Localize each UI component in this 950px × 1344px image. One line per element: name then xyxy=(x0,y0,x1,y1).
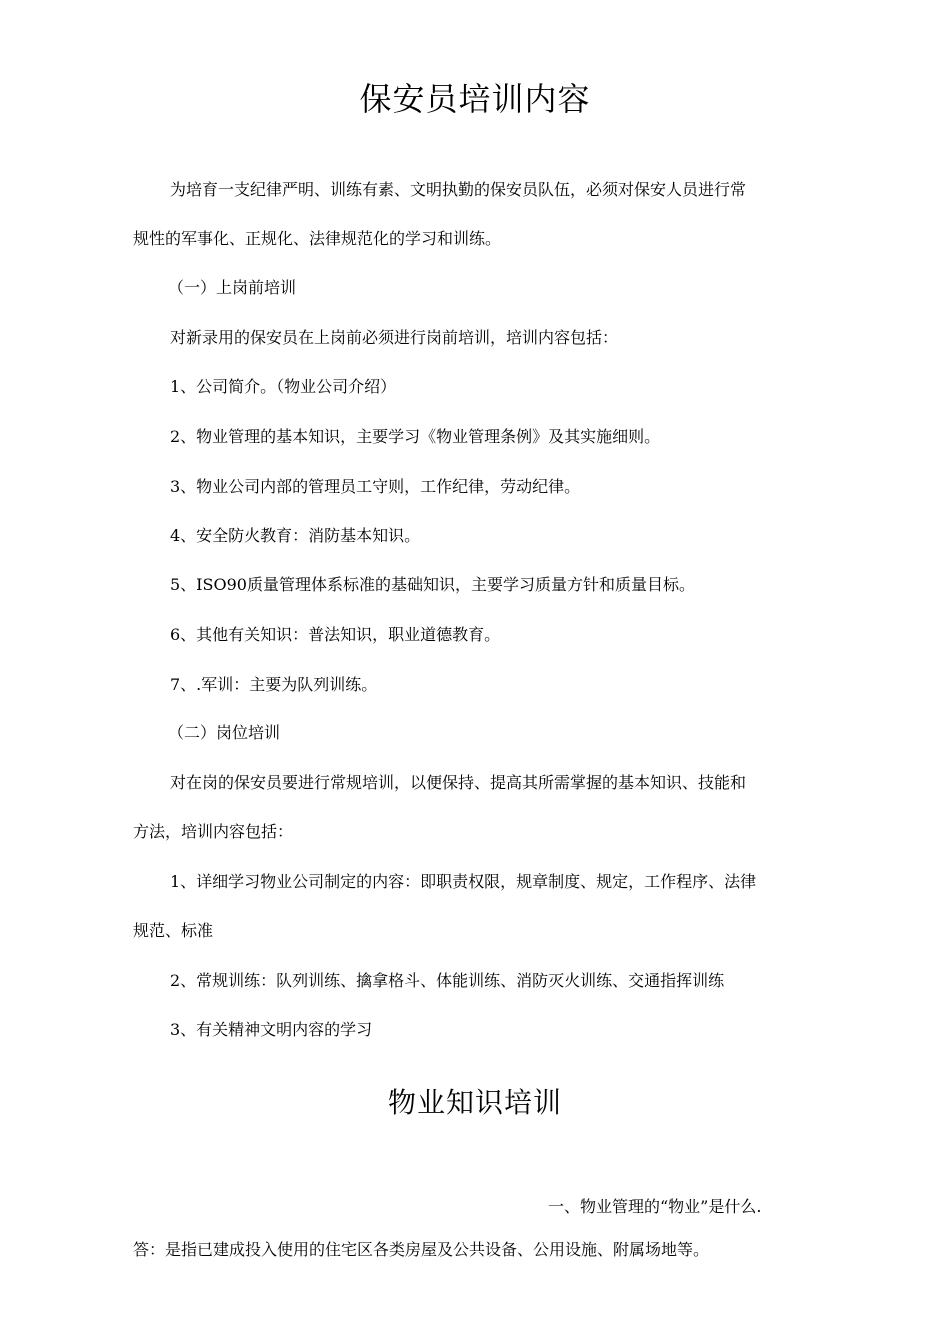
section2-lead-line-1: 对在岗的保安员要进行常规培训，以便保持、提高其所需掌握的基本知识、技能和 xyxy=(170,773,747,792)
section2-lead-line-2: 方法，培训内容包括： xyxy=(133,822,294,841)
list-item: 1、公司简介。（物业公司介绍） xyxy=(170,377,397,396)
intro-line-2: 规性的军事化、正规化、法律规范化的学习和训练。 xyxy=(133,229,502,248)
section2-item1-line-2: 规范、标准 xyxy=(133,921,214,940)
intro-line-1: 为培育一支纪律严明、训练有素、文明执勤的保安员队伍，必须对保安人员进行常 xyxy=(170,180,747,199)
section2-heading: （二）岗位培训 xyxy=(168,723,281,742)
list-item: 3、物业公司内部的管理员工守则，工作纪律，劳动纪律。 xyxy=(170,477,581,496)
section2-item1-line-1: 1、详细学习物业公司制定的内容：即职责权限，规章制度、规定，工作程序、法律 xyxy=(170,872,757,891)
list-item: 6、其他有关知识：普法知识，职业道德教育。 xyxy=(170,625,501,644)
list-item: 4、安全防火教育：消防基本知识。 xyxy=(170,526,421,545)
section2-item2: 2、常规训练：队列训练、擒拿格斗、体能训练、消防灭火训练、交通指挥训练 xyxy=(170,971,725,990)
section2-item3: 3、有关精神文明内容的学习 xyxy=(170,1020,373,1039)
list-item: 2、物业管理的基本知识，主要学习《物业管理条例》及其实施细则。 xyxy=(170,427,661,446)
section1-heading: （一）上岗前培训 xyxy=(168,278,297,297)
page-title: 保安员培训内容 xyxy=(359,80,591,118)
qa-question: 一、物业管理的“物业”是什么. xyxy=(548,1197,762,1216)
list-item: 7、.军训：主要为队列训练。 xyxy=(170,675,378,694)
section1-lead: 对新录用的保安员在上岗前必须进行岗前培训，培训内容包括： xyxy=(170,328,619,347)
list-item: 5、ISO90质量管理体系标准的基础知识，主要学习质量方针和质量目标。 xyxy=(170,575,695,594)
section-subtitle: 物业知识培训 xyxy=(387,1086,562,1119)
qa-answer: 答：是指已建成投入使用的住宅区各类房屋及公共设备、公用设施、附属场地等。 xyxy=(133,1240,710,1259)
